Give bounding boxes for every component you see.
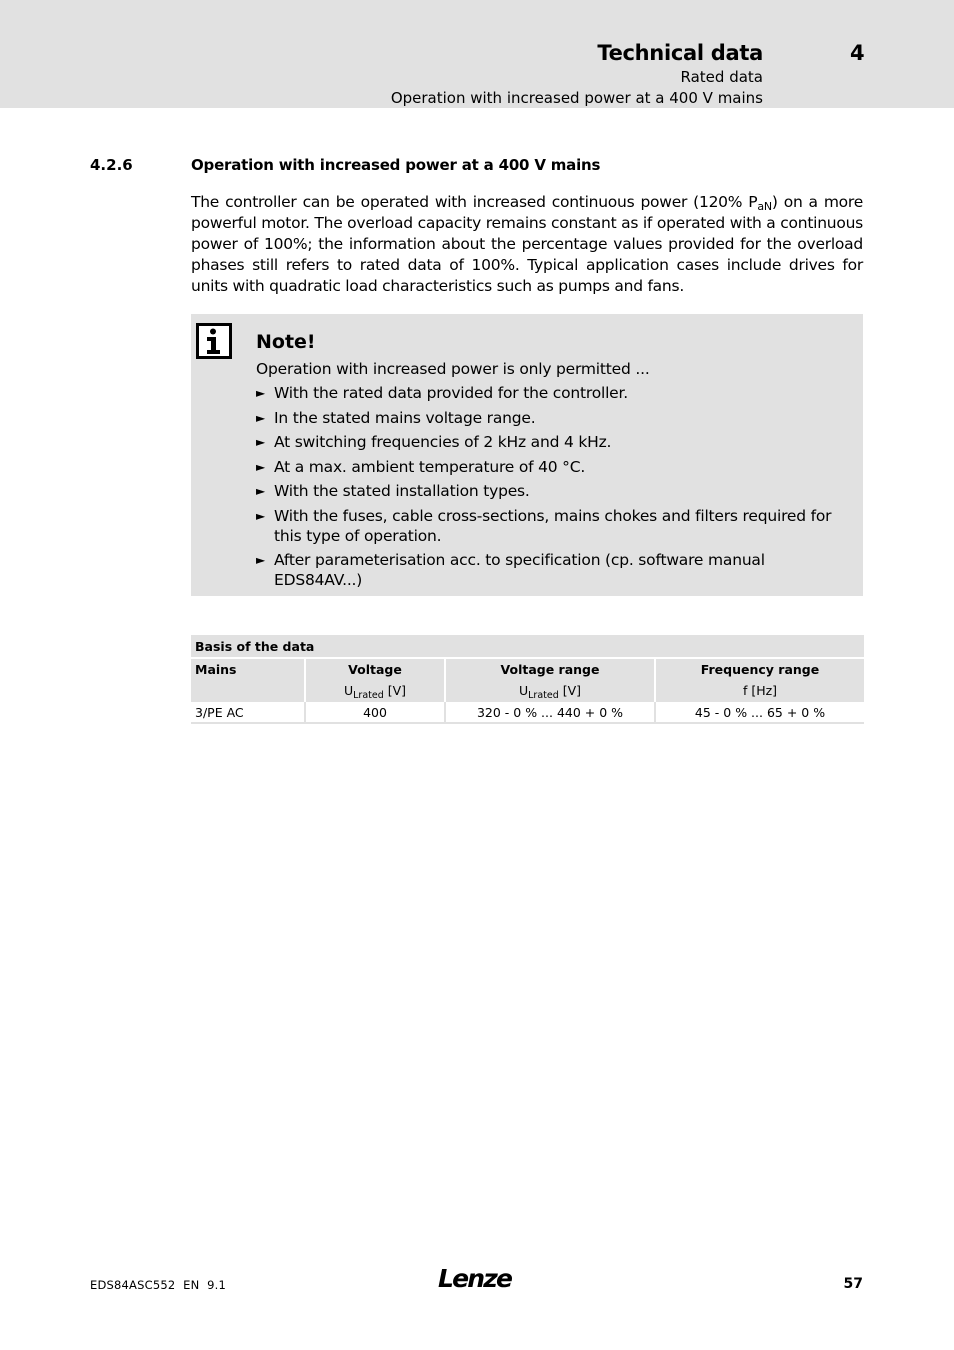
cell-voltage-range: 320 - 0 % ... 440 + 0 % [445,702,655,723]
cell-mains: 3/PE AC [191,702,305,723]
note-list [256,383,846,595]
bullet-arrow-icon: ► [256,508,266,523]
list-item-text: At a max. ambient temperature of 40 °C. [274,457,586,476]
column-header-mains: Mains [191,658,305,679]
section-breadcrumb-1: Rated data [680,68,763,86]
note-heading: Note! [256,331,316,353]
bullet-arrow-icon: ► [256,484,266,498]
section-title: Operation with increased power at a 400 V mains [191,156,601,174]
body-text-part2: ) on a more powerful motor. The overload capacity remains constant as if operated with a continuous power of 100%; the information about the percentage values provided for the overload phases still refers to rated data of 100%. Typical application cases include drives for units with quadratic load characteristics such as pumps and fans. [191,193,863,295]
unit-symbol: U [518,683,529,698]
list-item-text: At switching frequencies of 2 kHz and 4 kHz. [274,433,612,451]
unit-cell-empty [191,679,305,702]
list-item [256,481,846,501]
rated-data-table [191,635,864,724]
unit-voltage-range [445,679,655,702]
list-item-text: After parameterisation acc. to specification (cp. software manual EDS84AV...) [274,551,765,589]
unit-label: [V] [558,683,582,698]
unit-frequency: f [Hz] [655,679,864,702]
list-item-text: With the rated data provided for the controller. [274,384,628,402]
unit-subscript: Lrated [353,690,384,701]
section-number: 4.2.6 [90,156,133,174]
unit-subscript: Lrated [528,690,559,701]
bullet-arrow-icon: ► [256,459,266,474]
cell-voltage: 400 [305,702,445,723]
bullet-arrow-icon: ► [256,435,266,449]
list-item [256,408,846,428]
bullet-arrow-icon: ► [256,553,266,567]
list-item [256,457,846,477]
note-box [191,314,863,596]
unit-label: [V] [383,683,407,698]
chapter-title: Technical data [597,41,763,65]
list-item-text: In the stated mains voltage range. [274,408,536,427]
section-breadcrumb-2: Operation with increased power at a 400 V mains [390,89,763,107]
footer-document-id: EDS84ASC552 EN 9.1 [90,1278,226,1292]
list-item [256,506,846,546]
list-item-text: With the stated installation types. [274,482,530,500]
list-item [256,550,846,590]
column-header-frequency-range: Frequency range [655,658,864,679]
cell-frequency-range: 45 - 0 % ... 65 + 0 % [655,702,864,723]
list-item [256,432,846,452]
bullet-arrow-icon: ► [256,386,266,400]
note-intro: Operation with increased power is only permitted ... [256,360,650,378]
bullet-arrow-icon: ► [256,410,266,425]
unit-voltage [305,679,445,702]
body-text-part1: The controller can be operated with increased continuous power (120% P [191,193,758,211]
table-row [191,702,864,723]
chapter-number: 4 [850,41,865,65]
body-paragraph [191,192,863,297]
list-item [256,383,846,403]
info-icon [196,323,232,359]
column-header-voltage-range: Voltage range [445,658,655,679]
table-caption: Basis of the data [191,635,864,658]
unit-symbol: U [343,683,354,698]
page-number: 57 [843,1276,863,1292]
list-item-text: With the fuses, cable cross-sections, mains chokes and filters required for this type of operation. [274,506,832,545]
column-header-voltage: Voltage [305,658,445,679]
lenze-logo: Lenze [438,1264,512,1293]
body-text-subscript: aN [757,200,772,213]
